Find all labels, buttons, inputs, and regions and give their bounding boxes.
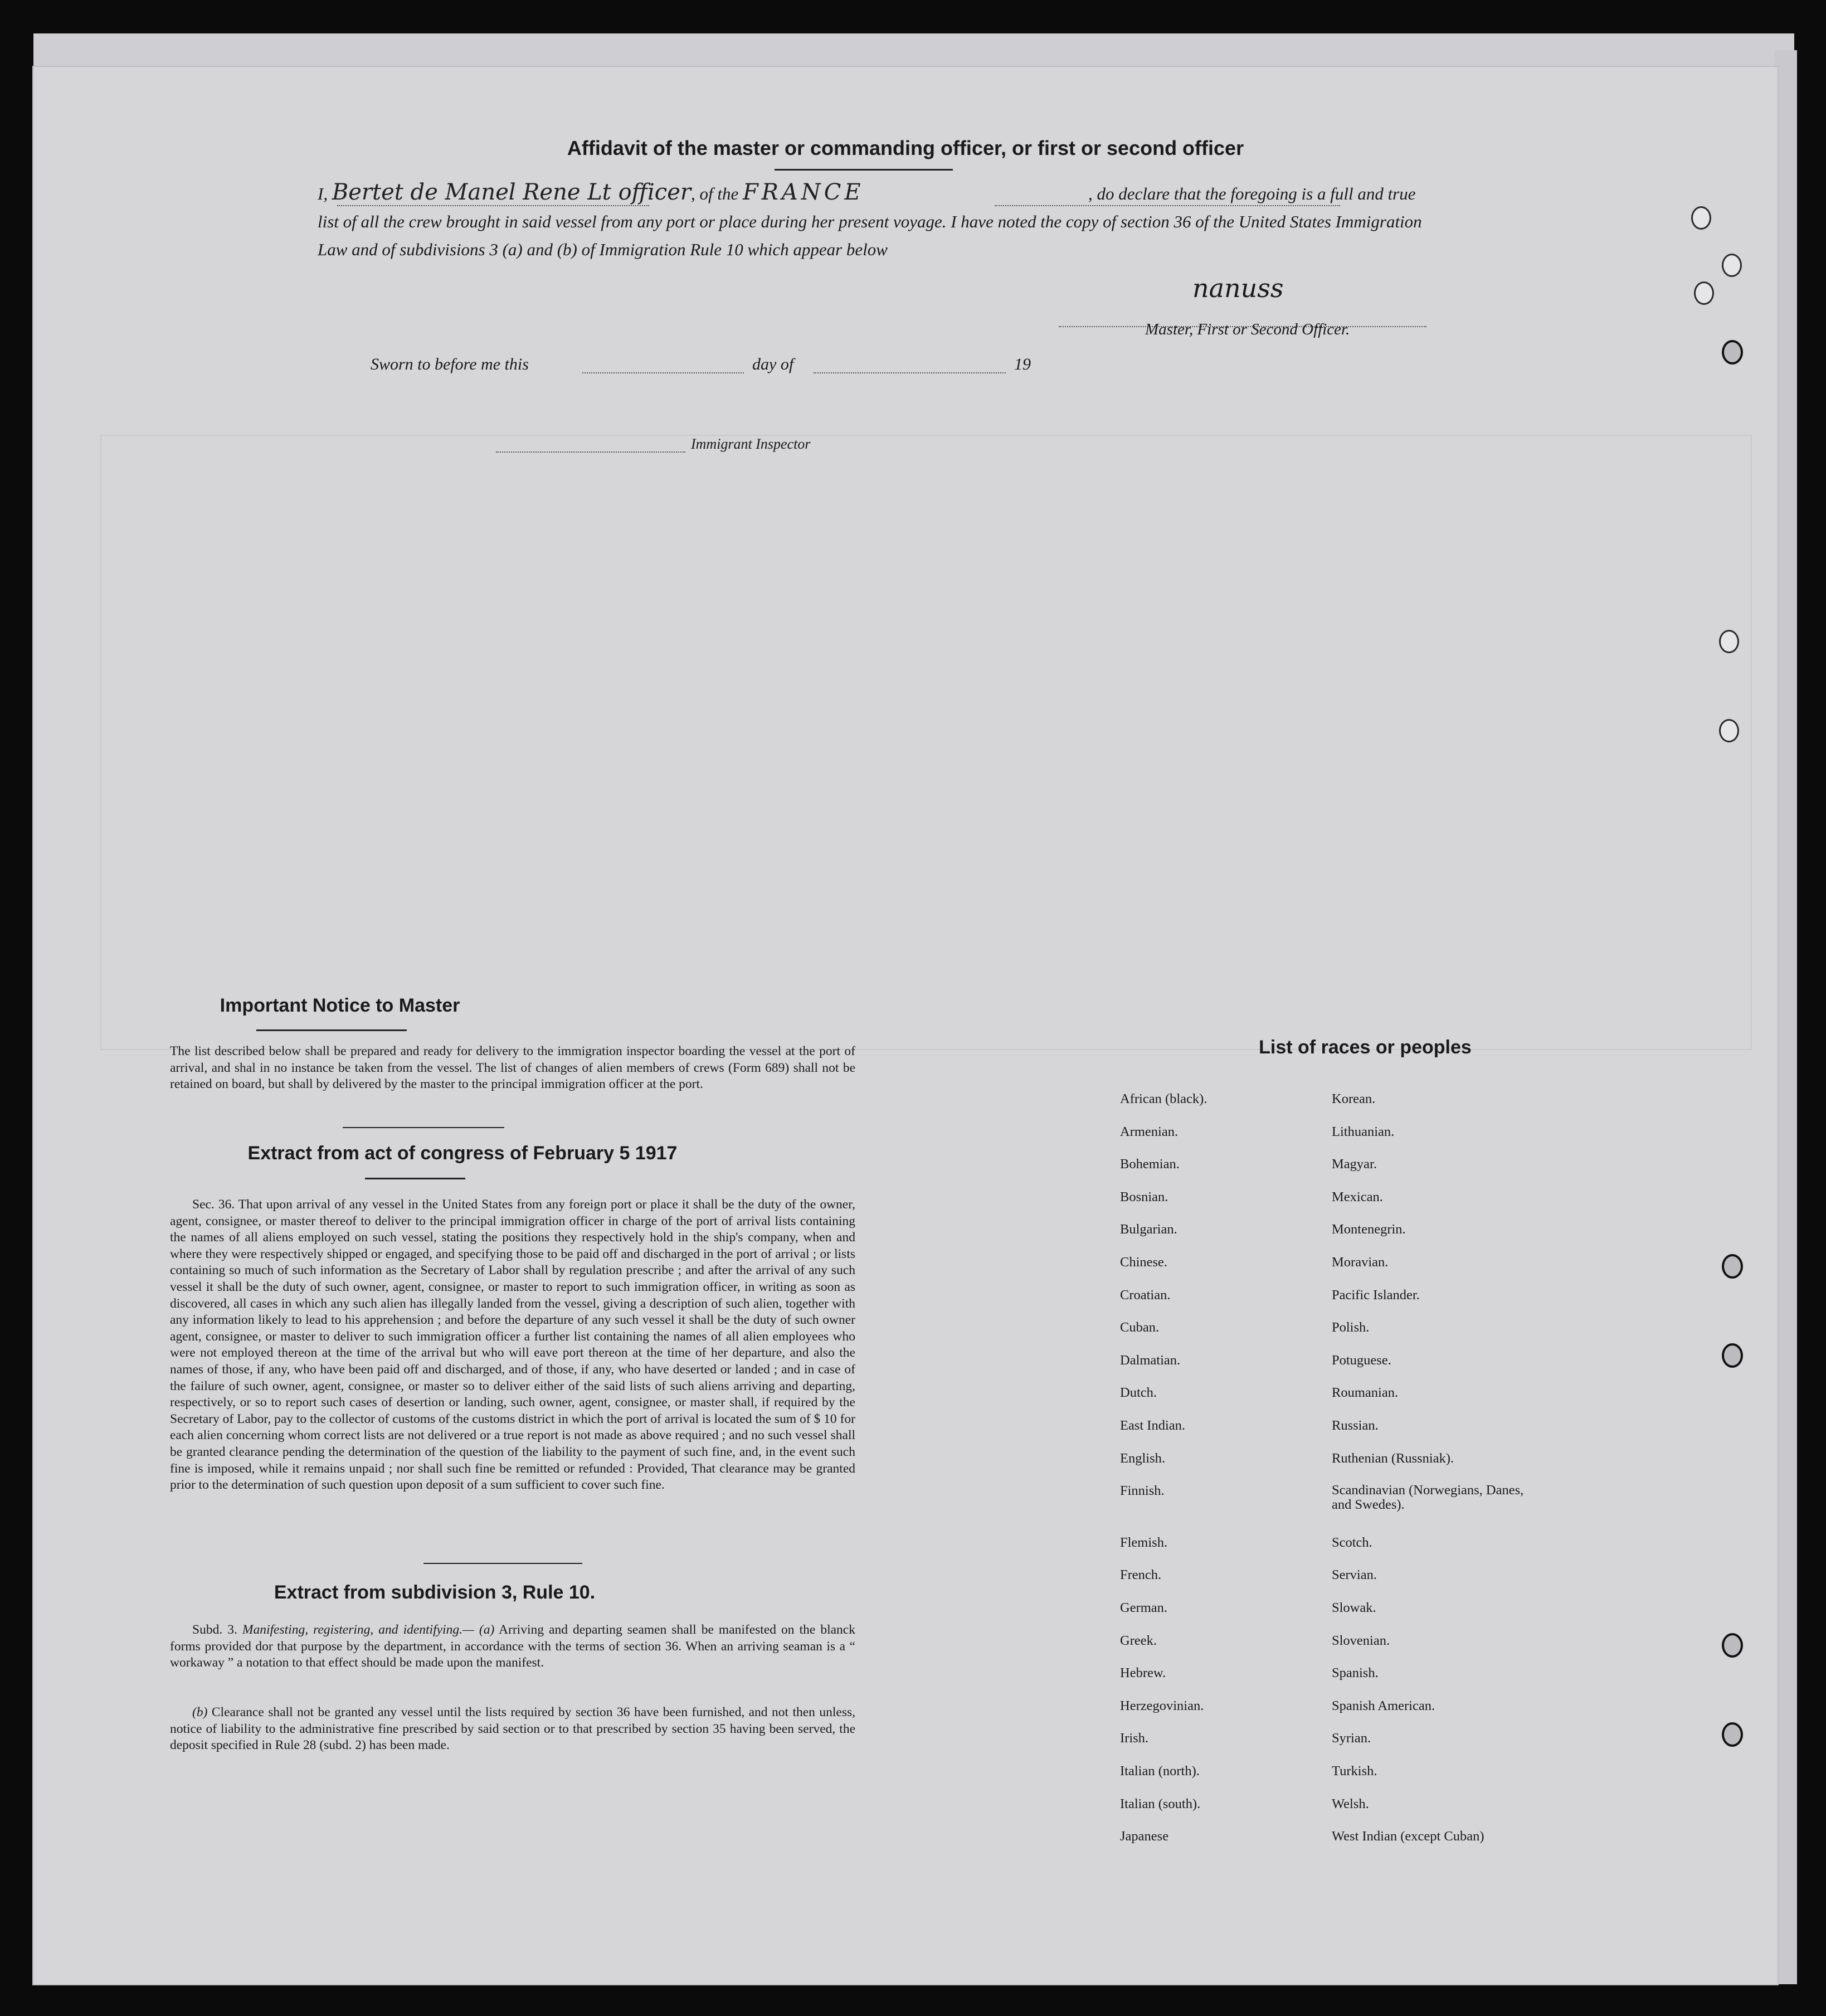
- race-item: Magyar.: [1332, 1157, 1377, 1172]
- declarant-name: Bertet de Manel Rene Lt officer: [332, 179, 691, 205]
- race-item: Mexican.: [1332, 1189, 1383, 1204]
- affidavit-intro: I,: [318, 184, 328, 203]
- rule-title: Extract from subdivision 3, Rule 10.: [274, 1582, 596, 1603]
- race-item: Slovenian.: [1332, 1633, 1390, 1648]
- race-item: Spanish American.: [1332, 1698, 1435, 1713]
- binder-hole: [1722, 1633, 1743, 1658]
- race-item: East Indian.: [1120, 1418, 1186, 1433]
- race-item: Dalmatian.: [1120, 1352, 1181, 1368]
- race-item: Japanese: [1120, 1829, 1169, 1844]
- race-item: Finnish.: [1120, 1483, 1165, 1499]
- affidavit-text: [318, 178, 1426, 264]
- race-item: Greek.: [1120, 1633, 1157, 1648]
- notice-title: Important Notice to Master: [220, 995, 460, 1016]
- race-item: Flemish.: [1120, 1534, 1168, 1550]
- bleed-through-grid: [100, 435, 1752, 1050]
- subd-a-text: Arriving and departing seamen shall be manifested on the blanck forms provided dor that purpose by the department, in accordance with the terms of section 36. When an arriving seaman is a “ workaway ” a notation to that effect should be made upon the manifest.: [170, 1622, 855, 1670]
- document-page: [33, 67, 1778, 1984]
- binder-hole: [1719, 630, 1739, 653]
- race-item: Bulgarian.: [1120, 1222, 1177, 1237]
- notice-separator: [343, 1127, 504, 1128]
- do-declare-label: , do declare: [1088, 184, 1170, 203]
- of-the-label: , of the: [691, 184, 739, 203]
- race-item: German.: [1120, 1600, 1168, 1615]
- race-item: Hebrew.: [1120, 1665, 1166, 1681]
- signature-caption: Master, First or Second Officer.: [1145, 320, 1350, 338]
- races-title: List of races or peoples: [1259, 1037, 1472, 1058]
- race-item: Scotch.: [1332, 1534, 1372, 1550]
- act-separator: [423, 1563, 582, 1564]
- affidavit-body: that the foregoing is a full and true list of all the crew brought in said vessel from any port or place during her present voyage. I have noted the copy of section 36 of the United States Immigration Law and of subdivisions 3 (a) and (b) of Immigration Rule 10 which appear below: [318, 184, 1422, 259]
- day-of-label: day of: [752, 355, 794, 373]
- sworn-day-line: [582, 372, 744, 373]
- subd-heading: Manifesting, registering, and identifying.— (a): [242, 1622, 495, 1637]
- race-item: Scandinavian (Norwegians, Danes, and Swedes).: [1332, 1483, 1524, 1513]
- sworn-label: Sworn to before me this: [371, 355, 529, 373]
- binder-hole: [1722, 1343, 1743, 1368]
- binder-hole: [1694, 281, 1714, 305]
- year-prefix: 19: [1014, 355, 1031, 373]
- race-item: Polish.: [1332, 1320, 1370, 1335]
- rule-text-a: [170, 1622, 855, 1672]
- name-blank-line: [337, 205, 649, 206]
- race-item: Dutch.: [1120, 1385, 1157, 1401]
- race-item: Montenegrin.: [1332, 1222, 1406, 1237]
- binder-hole: [1691, 206, 1711, 230]
- race-item: Slowak.: [1332, 1600, 1376, 1615]
- binder-hole: [1722, 340, 1743, 365]
- title-rule: [775, 169, 953, 171]
- race-item: Irish.: [1120, 1731, 1149, 1746]
- race-item: Turkish.: [1332, 1764, 1377, 1779]
- race-item: Spanish.: [1332, 1665, 1379, 1681]
- race-item: Welsh.: [1332, 1796, 1369, 1811]
- race-item: Servian.: [1332, 1567, 1377, 1583]
- race-item: Armenian.: [1120, 1124, 1179, 1139]
- rule-text-b: [170, 1704, 855, 1754]
- affidavit-title: Affidavit of the master or commanding officer, or first or second officer: [567, 137, 1244, 159]
- race-item: Ruthenian (Russniak).: [1332, 1450, 1454, 1466]
- race-item: West Indian (except Cuban): [1332, 1829, 1484, 1844]
- race-item: Moravian.: [1332, 1255, 1389, 1270]
- binder-hole: [1722, 254, 1742, 277]
- race-item: Russian.: [1332, 1418, 1379, 1433]
- race-item: African (black).: [1120, 1091, 1207, 1106]
- race-item: Chinese.: [1120, 1255, 1168, 1270]
- binder-hole: [1722, 1722, 1743, 1747]
- race-item: Italian (north).: [1120, 1764, 1200, 1779]
- race-item: Italian (south).: [1120, 1796, 1201, 1811]
- subd-b-text: Clearance shall not be granted any vessel until the lists required by section 36 have been furnished, and not then unless, notice of liability to the administrative fine prescribed by said section or to that prescribed by section 35 having been served, the deposit specified in Rule 28 (subd. 2) has been made.: [170, 1705, 856, 1753]
- notice-title-rule: [256, 1029, 407, 1031]
- inspector-caption: Immigrant Inspector: [691, 436, 811, 452]
- subd-label: Subd. 3.: [192, 1622, 237, 1637]
- inspector-signature-line: [496, 451, 685, 453]
- section-label: Sec. 36.: [192, 1197, 235, 1212]
- subd-b-label: (b): [192, 1705, 208, 1719]
- race-item: Syrian.: [1332, 1731, 1371, 1746]
- sworn-month-line: [814, 372, 1006, 373]
- race-item: Lithuanian.: [1332, 1124, 1395, 1139]
- stacked-pages-edge: [1775, 50, 1797, 1984]
- race-item: French.: [1120, 1567, 1162, 1583]
- officer-signature: nanuss: [1192, 273, 1284, 303]
- vessel-blank-line: [995, 205, 1340, 206]
- race-item: Bosnian.: [1120, 1189, 1168, 1204]
- race-item: Pacific Islander.: [1332, 1287, 1420, 1303]
- vessel-name: FRANCE: [743, 179, 864, 205]
- race-item: Cuban.: [1120, 1320, 1160, 1335]
- race-item: Potuguese.: [1332, 1352, 1391, 1368]
- race-item: Bohemian.: [1120, 1157, 1180, 1172]
- race-item: Korean.: [1332, 1091, 1376, 1106]
- race-item: Roumanian.: [1332, 1385, 1399, 1401]
- act-title: Extract from act of congress of February 5 1917: [247, 1143, 678, 1164]
- notice-text: The list described below shall be prepared and ready for delivery to the immigration inspector boarding the vessel at the port of arrival, and shal in no instance be taken from the vessel. The list of changes of alien members of crews (Form 689) shall not be retained on board, but shall by delivered by the master to the principal immigration officer at the port.: [170, 1044, 855, 1092]
- race-item: Croatian.: [1120, 1287, 1171, 1303]
- section-36-text: That upon arrival of any vessel in the United States from any foreign port or place it shall be the duty of the owner, agent, consignee, or master thereof to deliver to the principal immigration officer in charge of the port of arrival lists containing the names of all aliens employed on such vessel, stating the positions they respectively hold in the ship's company, when and where they were respectively shipped or engaged, and specifying those to be paid off and discharged in the port of arrival ; or lists containing so much of such information as the Secretary of Labor shall by regulation prescribe ; and after the arrival of any such vessel it shall be the duty of such owner, agent, consignee, or master to report to such immigration officer, in writing as soon as discovered, all cases in which any such alien has illegally landed from the vessel, giving a description of such alien, together with any information likely to lead to his apprehension ; and before the departure of any such vessel it shall be the duty of such owner agent, consignee, or master to deliver to such immigration officer a further list containing the names of all alien employees who were not employed thereon at the time of the arrival but who will eave port thereon at the time of her departure, and also the names of those, if any, who have been paid off and discharged, and of those, if any, who have deserted or landed ; and in case of the failure of such owner, agent, consignee, or master so to deliver either of the said lists of such aliens arriving and departing, respectively, or so to report such cases of desertion or landing, such owner, agent, consignee, or master shall, if required by the Secretary of Labor, pay to the collector of customs of the customs district in which the port of arrival is located the sum of $ 10 for each alien concerning whom correct lists are not delivered or a true report is not made as above required ; and no such vessel shall be granted clearance pending the determination of the question of the liability to the payment of such fine, and, in the event such fine is imposed, while it remains unpaid ; nor shall such fine be remitted or refunded : Provided, That clearance may be granted prior to the determination of such question upon deposit of a sum sufficient to cover such fine.: [170, 1197, 856, 1493]
- binder-hole: [1719, 719, 1739, 742]
- race-item: English.: [1120, 1450, 1165, 1466]
- race-item: Herzegovinian.: [1120, 1698, 1204, 1713]
- act-text: [170, 1197, 855, 1494]
- act-title-rule: [365, 1178, 465, 1179]
- binder-hole: [1722, 1254, 1743, 1279]
